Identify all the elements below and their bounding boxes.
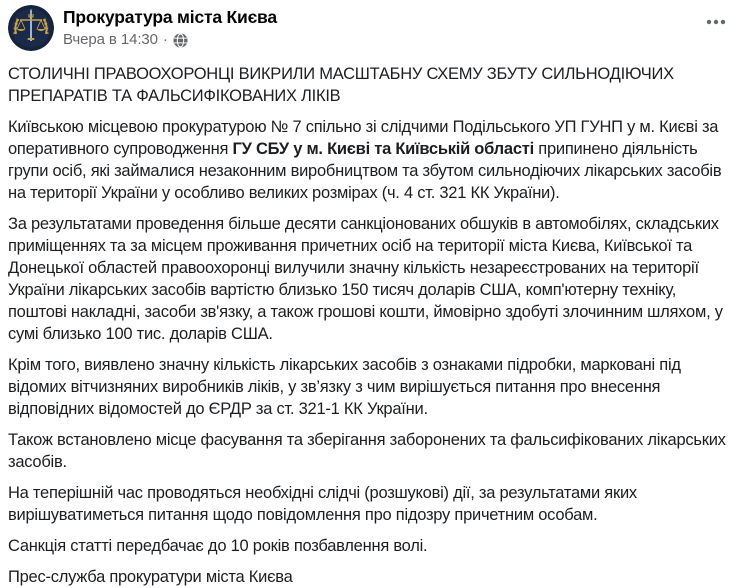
post-text (0, 51, 746, 588)
post-headline: СТОЛИЧНІ ПРАВООХОРОНЦІ ВИКРИЛИ МАСШТАБНУ СХЕМУ ЗБУТУ СИЛЬНОДІЮЧИХ ПРЕПАРАТІВ ТА ФАЛЬСИФІКОВАНИХ ЛІКІВ (8, 65, 674, 105)
post-paragraph-6: На теперішній час проводяться необхідні слідчі (розшукові) дії, за результатами яких вирішуватиметься питання щодо повідомлення про підозру причетним особам. (8, 484, 637, 524)
page-name-link[interactable]: Прокуратура міста Києва (63, 7, 277, 27)
three-dots-icon (706, 13, 726, 28)
post-paragraph-2-start: Київською місцевою прокуратурою № 7 спільно зі слідчими Подільського УП ГУНП у м. Києві за оперативного супроводження (8, 118, 719, 158)
globe-public-icon (173, 33, 188, 48)
post-header (0, 0, 746, 51)
header-info (63, 5, 277, 48)
post-paragraph-2 (8, 116, 738, 204)
post-paragraph-7: Санкція статті передбачає до 10 років позбавлення волі. (8, 537, 428, 555)
post-timestamp[interactable]: Вчера в 14:30 (63, 31, 158, 48)
post-paragraph-4: Крім того, виявлено значну кількість лікарських засобів з ознаками підробки, марковані під відомих вітчизняних виробників ліків, у зв’язку з чим вирішується питання про внесення відповідних відомостей до ЄРДР за ст. 321-1 КК України. (8, 356, 681, 418)
prosecutor-emblem-icon (8, 38, 54, 51)
timestamp-row (63, 31, 277, 48)
dot-separator: · (162, 31, 168, 48)
more-options-button[interactable] (702, 8, 730, 32)
post-paragraph-5: Також встановлено місце фасування та зберігання заборонених та фальсифікованих лікарських засобів. (8, 431, 726, 471)
page-avatar[interactable] (8, 5, 54, 51)
post-signature: Прес-служба прокуратури міста Києва (8, 568, 293, 586)
post-paragraph-2-end: припинено діяльність групи осіб, які займалися незаконним виробництвом та збутом сильнодіючих лікарських засобів на території України у особливо великих розмірах (ч. 4 ст. 321 КК України). (8, 140, 722, 202)
post-paragraph-2-bold: ГУ СБУ у м. Києві та Київській області (232, 140, 534, 158)
post-paragraph-3: За результатами проведення більше десяти санкціонованих обшуків в автомобілях, складських приміщеннях та за місцем проживання причетних осіб на території міста Києва, Київської та Донецької областей правоохоронці вилучили значну кількість незареєстрованих на території України лікарських засобів вартістю близько 150 тисяч доларів США, комп'ютерну техніку, поштові накладні, засоби зв'язку, а також грошові кошти, ймовірно здобуті злочинним шляхом, у сумі близько 100 тис. доларів США. (8, 215, 723, 343)
